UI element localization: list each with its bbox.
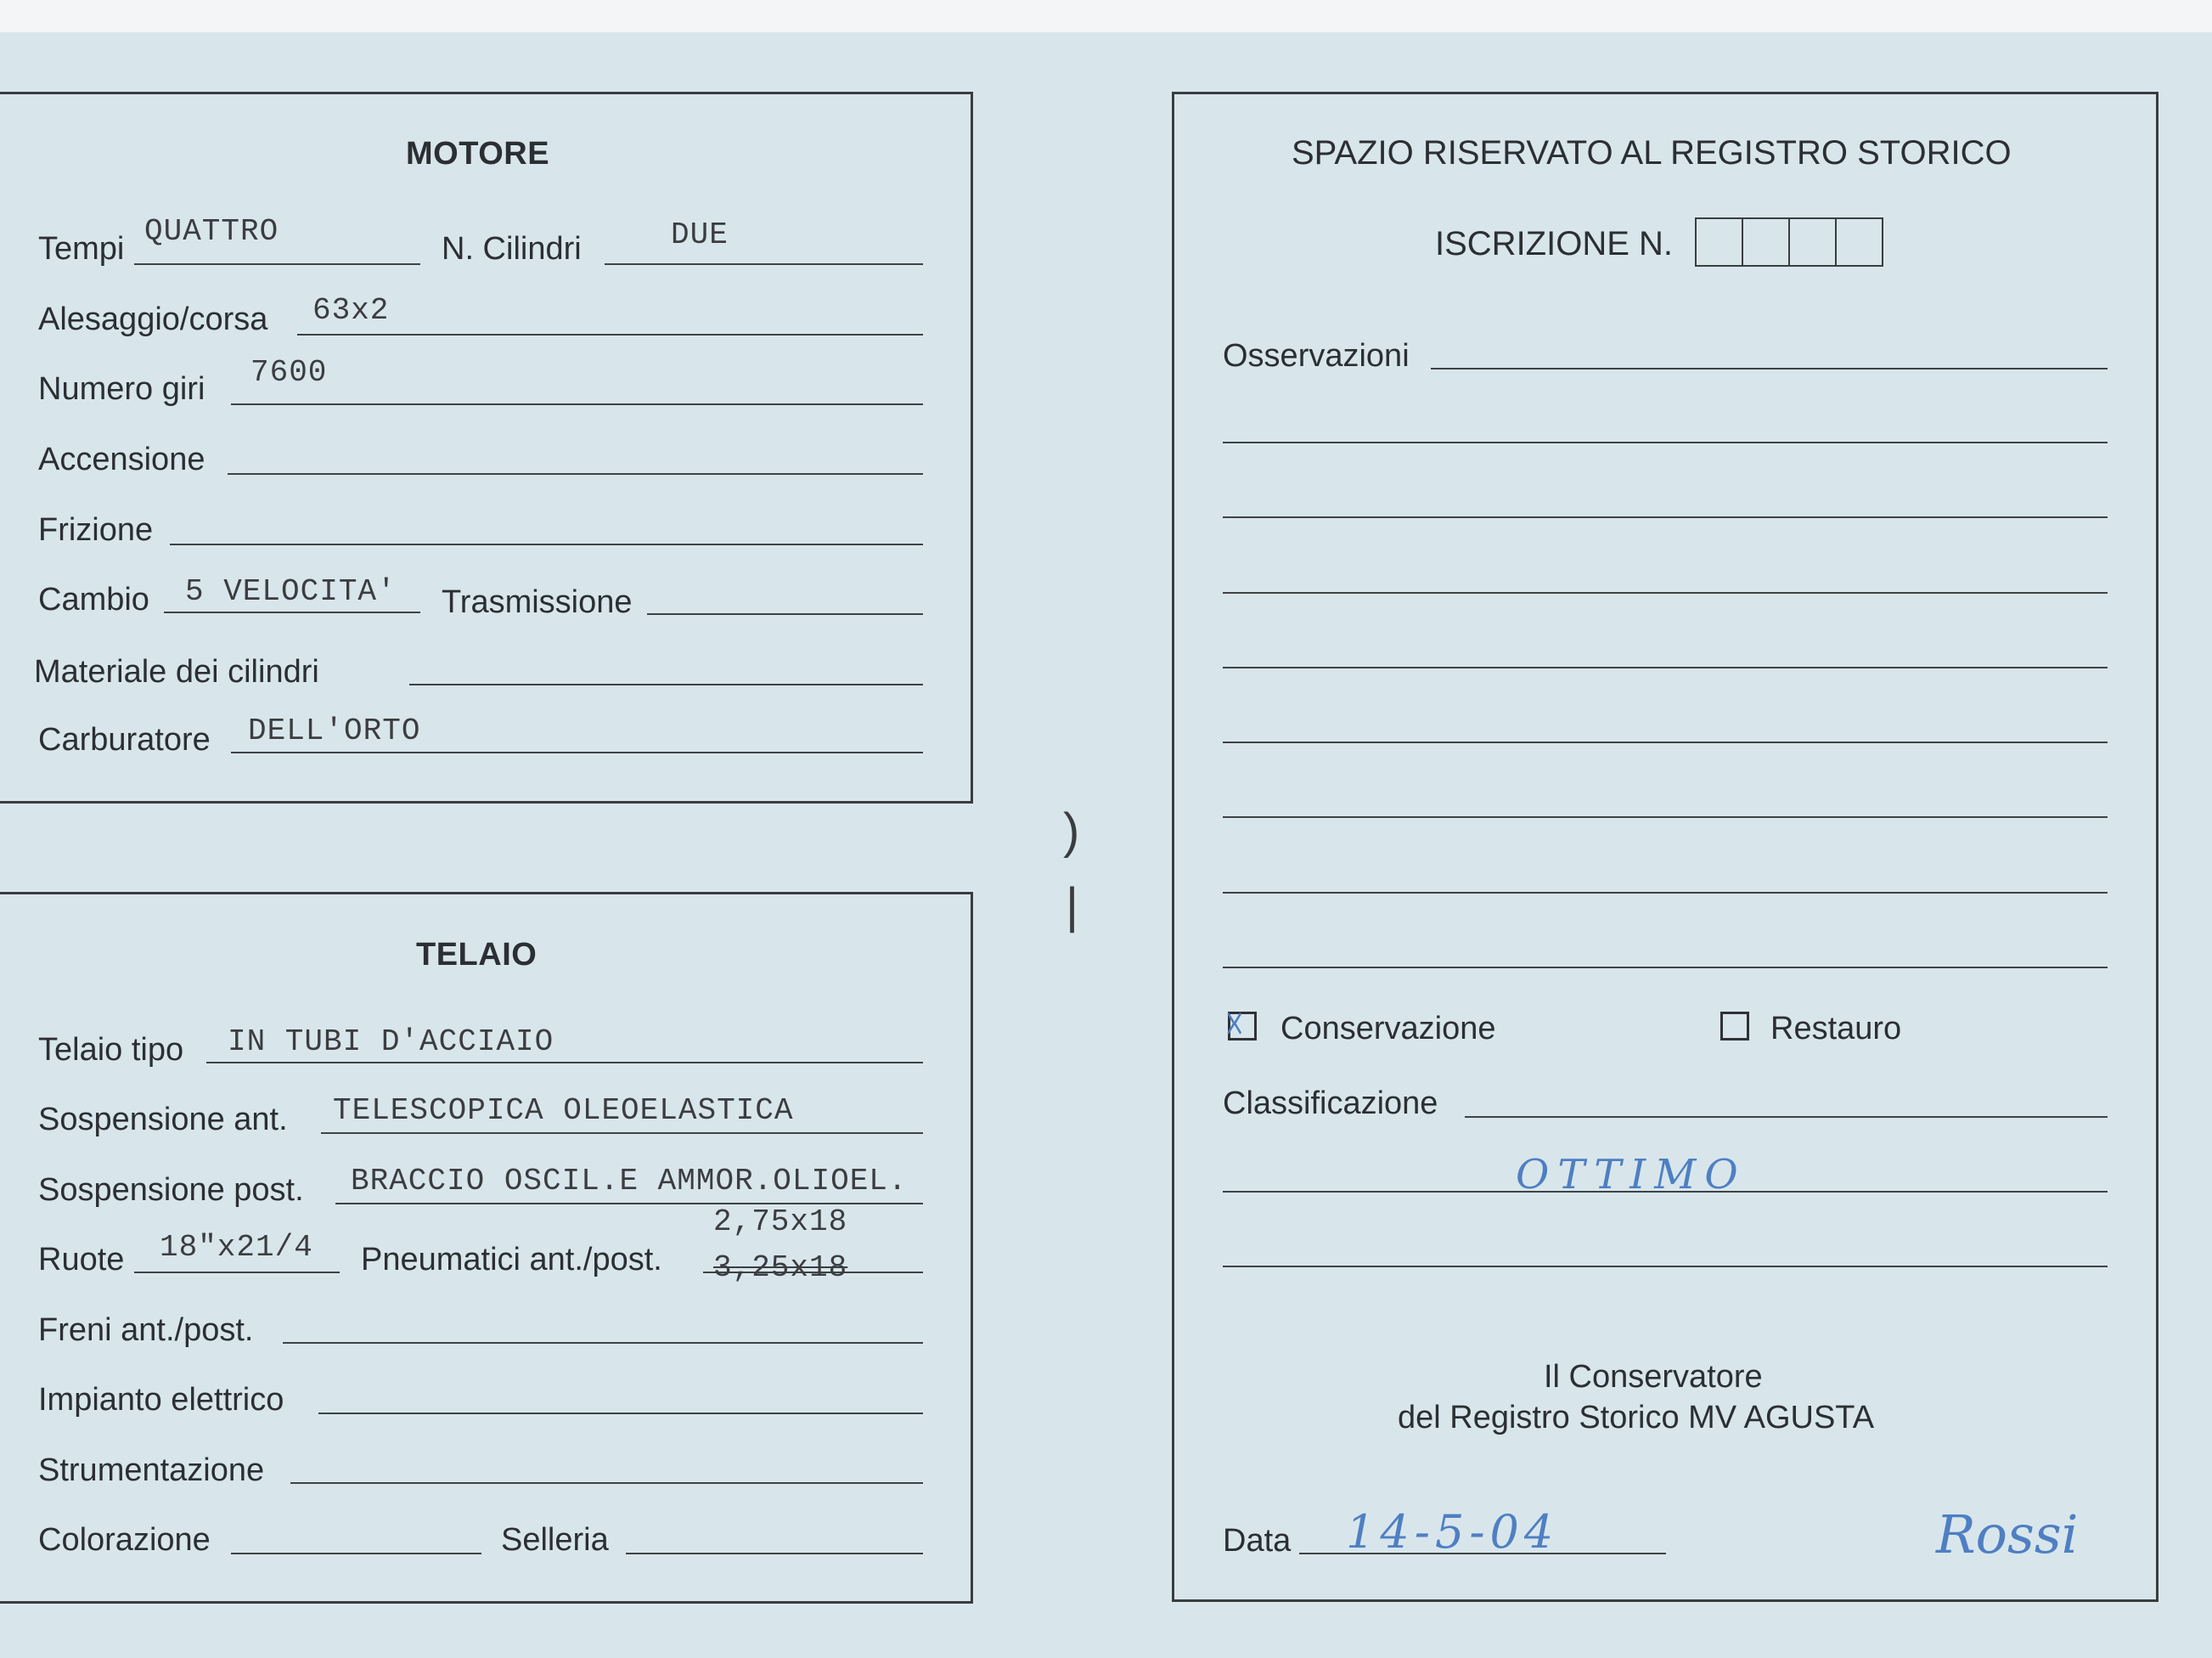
margin-pen-mark: ): [1063, 804, 1080, 859]
sosp-ant-value[interactable]: TELESCOPICA OLEOELASTICA: [333, 1093, 794, 1128]
carburatore-label: Carburatore: [38, 722, 211, 758]
conservatore-subtitle: del Registro Storico MV AGUSTA: [1398, 1400, 1875, 1435]
telaio-tipo-label: Telaio tipo: [38, 1032, 184, 1068]
osservazioni-line: [1223, 892, 2108, 894]
trasmissione-label: Trasmissione: [442, 584, 633, 620]
iscrizione-digit-box[interactable]: [1742, 217, 1790, 267]
ruote-label: Ruote: [38, 1242, 125, 1277]
carburatore-value[interactable]: DELL'ORTO: [248, 713, 421, 748]
cambio-value[interactable]: 5 VELOCITA': [185, 574, 397, 609]
tempi-label: Tempi: [38, 231, 125, 267]
osservazioni-line: [1223, 516, 2108, 518]
osservazioni-line: [1223, 816, 2108, 818]
strumentazione-label: Strumentazione: [38, 1452, 265, 1488]
iscrizione-label: ISCRIZIONE N.: [1435, 225, 1674, 262]
sosp-ant-line: [321, 1132, 923, 1134]
cilindri-label: N. Cilindri: [442, 231, 582, 267]
frizione-label: Frizione: [38, 512, 154, 548]
accensione-label: Accensione: [38, 442, 205, 477]
cambio-label: Cambio: [38, 582, 149, 618]
scan-top-edge: [0, 0, 2212, 32]
osservazioni-line: [1223, 442, 2108, 443]
impianto-label: Impianto elettrico: [38, 1382, 284, 1418]
freni-line: [283, 1342, 923, 1344]
restauro-checkbox[interactable]: [1720, 1012, 1749, 1040]
restauro-label: Restauro: [1770, 1011, 1902, 1046]
impianto-line: [318, 1413, 923, 1414]
data-value[interactable]: 14-5-04: [1346, 1505, 1559, 1559]
ruote-value[interactable]: 18"x21/4: [160, 1230, 313, 1265]
iscrizione-digit-box[interactable]: [1695, 217, 1743, 267]
classificazione-line: [1223, 1266, 2108, 1267]
giri-label: Numero giri: [38, 371, 205, 407]
iscrizione-number-boxes[interactable]: [1697, 217, 1883, 267]
materiale-line: [409, 684, 923, 685]
data-label: Data: [1223, 1523, 1292, 1559]
margin-pen-mark: |: [1066, 878, 1079, 933]
sosp-post-label: Sospensione post.: [38, 1172, 304, 1208]
alesaggio-line: [297, 334, 923, 336]
cambio-line: [164, 612, 420, 613]
osservazioni-label: Osservazioni: [1223, 338, 1410, 374]
conservatore-title: Il Conservatore: [1544, 1359, 1763, 1395]
pneumatici-label: Pneumatici ant./post.: [361, 1242, 662, 1277]
osservazioni-line: [1223, 742, 2108, 743]
iscrizione-digit-box[interactable]: [1835, 217, 1883, 267]
sosp-ant-label: Sospensione ant.: [38, 1102, 288, 1137]
trasmissione-line: [647, 613, 923, 615]
selleria-label: Selleria: [501, 1522, 609, 1558]
cilindri-value[interactable]: DUE: [671, 217, 729, 252]
osservazioni-line: [1223, 667, 2108, 668]
alesaggio-value[interactable]: 63x2: [312, 293, 390, 328]
osservazioni-line: [1431, 368, 2108, 369]
osservazioni-line: [1223, 967, 2108, 968]
signature: Rossi: [1936, 1503, 2079, 1565]
colorazione-line: [231, 1553, 481, 1554]
telaio-tipo-line: [206, 1062, 923, 1063]
conservazione-check-mark: ☓: [1224, 1004, 1245, 1046]
alesaggio-label: Alesaggio/corsa: [38, 302, 268, 337]
freni-label: Freni ant./post.: [38, 1312, 254, 1348]
telaio-tipo-value[interactable]: IN TUBI D'ACCIAIO: [228, 1024, 554, 1059]
iscrizione-digit-box[interactable]: [1788, 217, 1837, 267]
giri-line: [231, 403, 923, 405]
classificazione-value[interactable]: OTTIMO: [1516, 1151, 1747, 1198]
osservazioni-line: [1223, 592, 2108, 594]
colorazione-label: Colorazione: [38, 1522, 211, 1558]
ruote-line: [134, 1272, 340, 1273]
carburatore-line: [231, 752, 923, 753]
registro-title: SPAZIO RISERVATO AL REGISTRO STORICO: [1292, 134, 2012, 172]
accensione-line: [228, 473, 923, 475]
pneumatici-value-bottom[interactable]: 3,25x18: [713, 1250, 848, 1285]
selleria-line: [626, 1553, 923, 1554]
giri-value[interactable]: 7600: [250, 355, 328, 390]
strumentazione-line: [290, 1482, 923, 1484]
frizione-line: [170, 544, 923, 545]
materiale-label: Materiale dei cilindri: [34, 654, 319, 690]
sosp-post-value[interactable]: BRACCIO OSCIL.E AMMOR.OLIOEL.: [351, 1164, 908, 1198]
cilindri-line: [605, 263, 923, 265]
classificazione-line: [1465, 1116, 2108, 1118]
tempi-line: [134, 263, 420, 265]
conservazione-label: Conservazione: [1280, 1011, 1496, 1046]
pneumatici-value-top[interactable]: 2,75x18: [713, 1204, 848, 1239]
motore-title: MOTORE: [406, 136, 550, 172]
tempi-value[interactable]: QUATTRO: [144, 214, 279, 249]
classificazione-label: Classificazione: [1223, 1086, 1438, 1121]
telaio-title: TELAIO: [416, 937, 538, 973]
